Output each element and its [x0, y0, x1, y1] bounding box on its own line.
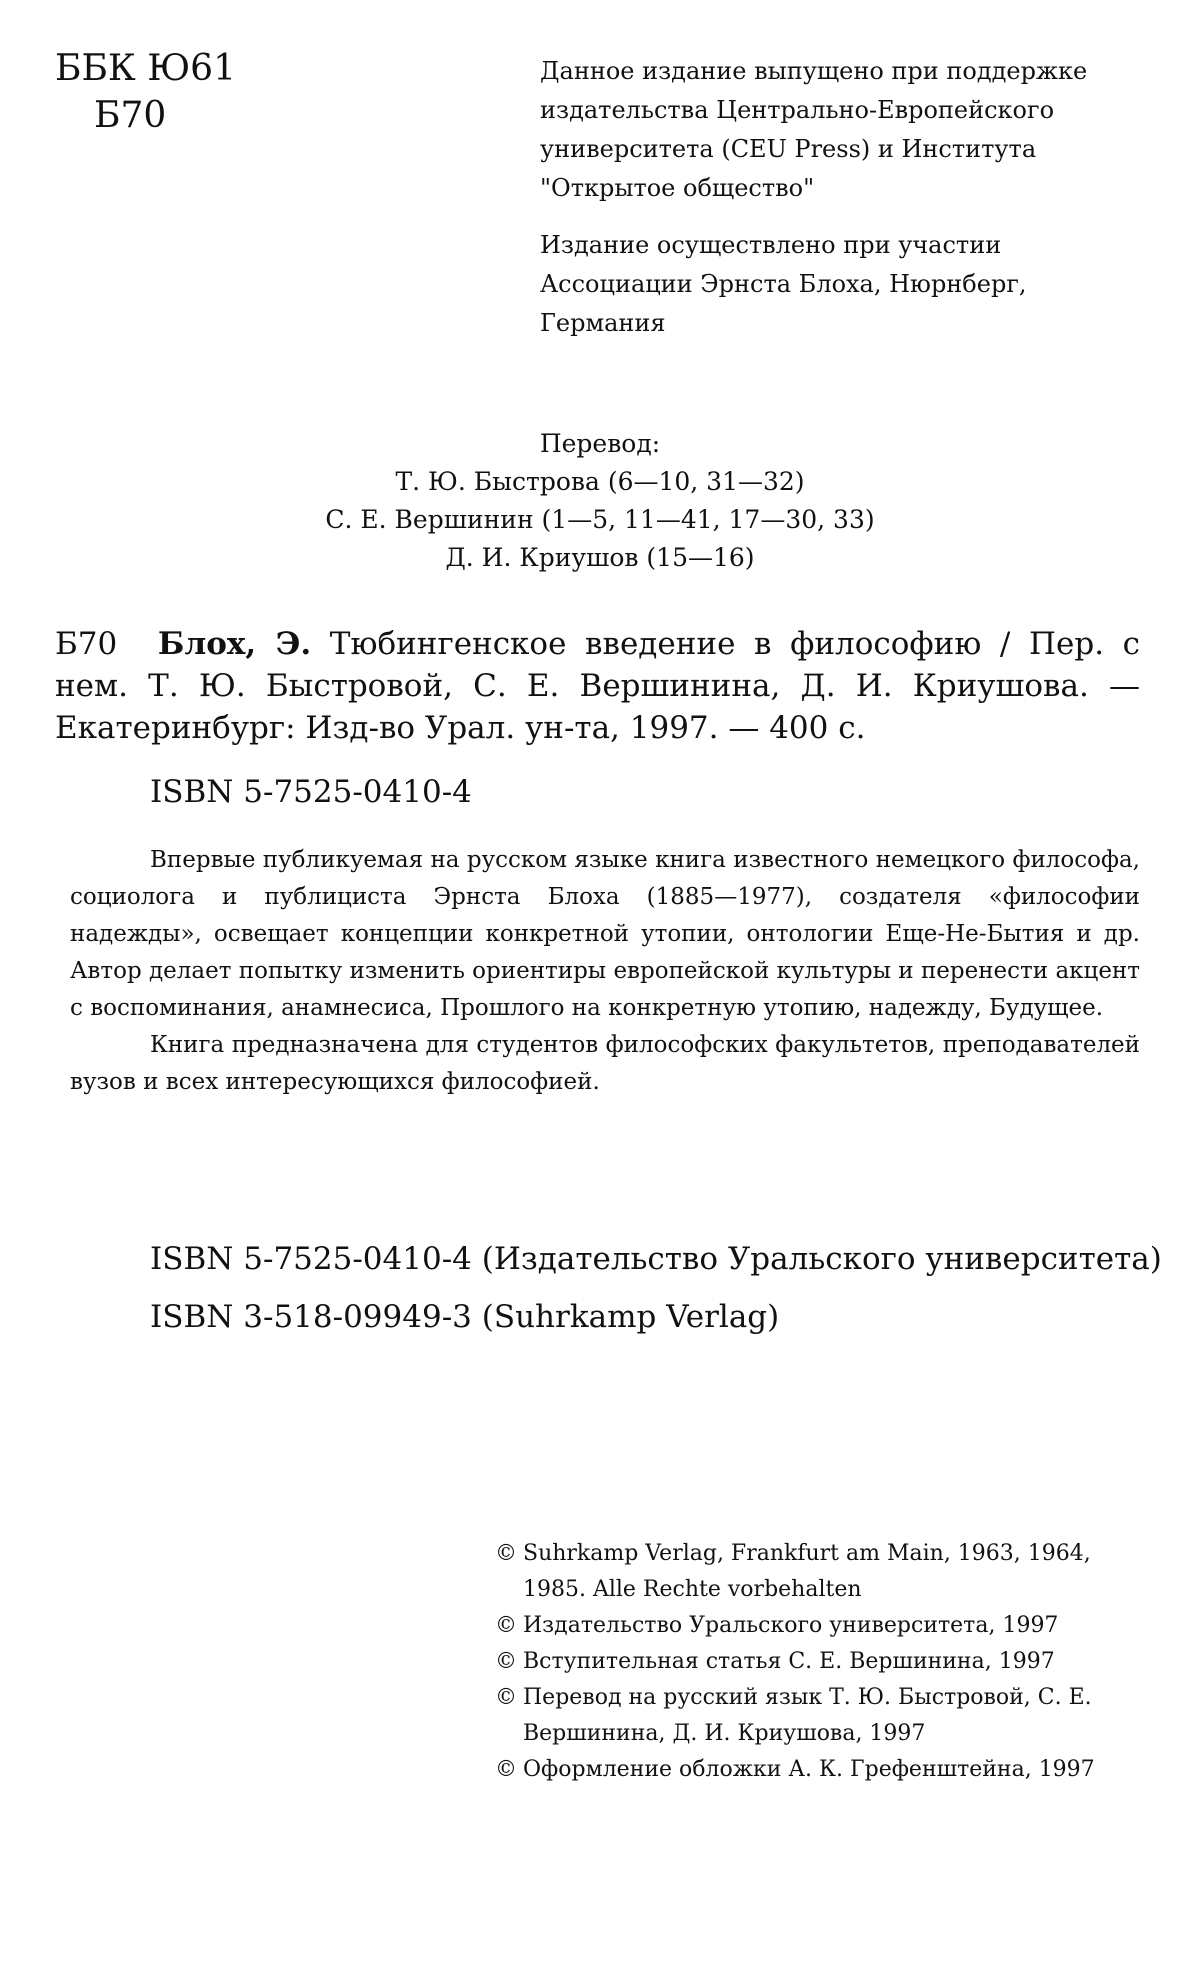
translator-line: С. Е. Вершинин (1—5, 11—41, 17—30, 33) [325, 505, 875, 534]
isbn-main: ISBN 5-7525-0410-4 [150, 774, 472, 810]
bbk-code: ББК Ю61 [55, 48, 236, 89]
copyright-symbol: © [495, 1541, 517, 1566]
translation-heading: Перевод: [539, 429, 661, 458]
annotation [70, 842, 1140, 1101]
annotation-paragraph: Впервые публикуемая на русском языке книга известного немецкого философа, социолога и публициста Эрнста Блоха (1885—1977), создателя «философии надежды», освещает концепции конкретной утопии, онтологии Еще-Не-Бытия и др. Автор делает попытку изменить ориентиры европейской культуры и перенести акцент с воспоминания, анамнесиса, Прошлого на конкретную утопию, надежду, Будущее. [70, 847, 1140, 1021]
isbn-list [150, 1230, 1162, 1346]
catalog-code: Б70 [55, 626, 118, 662]
catalog-author: Блох, Э. [157, 626, 312, 662]
bbk-block [55, 45, 236, 139]
annotation-paragraph: Книга предназначена для студентов философских факультетов, преподавателей вузов и всех интересующихся философией. [70, 1032, 1140, 1095]
copyright-text: Издательство Уральского университета, 1997 [523, 1613, 1059, 1638]
support-note: Издание осуществлено при участии Ассоциации Эрнста Блоха, Нюрнберг, Германия [540, 231, 1027, 337]
copyright-block [495, 1536, 1145, 1788]
copyright-entry [495, 1536, 1145, 1608]
copyright-text: Suhrkamp Verlag, Frankfurt am Main, 1963, 1964, 1985. Alle Rechte vorbehalten [523, 1541, 1091, 1602]
translator-line: Д. И. Криушов (15—16) [445, 543, 755, 572]
copyright-entry [495, 1644, 1145, 1680]
isbn-entry: ISBN 3-518-09949-3 (Suhrkamp Verlag) [150, 1299, 780, 1335]
copyright-symbol: © [495, 1685, 517, 1710]
isbn-entry: ISBN 5-7525-0410-4 (Издательство Уральского университета) [150, 1241, 1162, 1277]
support-note: Данное издание выпущено при поддержке издательства Центрально-Европейского университета (CEU Press) и Института "Открытое общество" [540, 57, 1088, 202]
copyright-text: Перевод на русский язык Т. Ю. Быстровой, С. Е. Вершинина, Д. И. Криушова, 1997 [523, 1685, 1092, 1746]
support-notes [540, 52, 1130, 343]
copyright-entry [495, 1680, 1145, 1752]
copyright-symbol: © [495, 1757, 517, 1782]
copyright-text: Вступительная статья С. Е. Вершинина, 1997 [523, 1649, 1055, 1674]
translator-line: Т. Ю. Быстрова (6—10, 31—32) [395, 467, 805, 496]
copyright-entry [495, 1752, 1145, 1788]
copyright-entry [495, 1608, 1145, 1644]
translation-credits [0, 425, 1200, 577]
catalog-description: Тюбингенское введение в философию / Пер. с нем. Т. Ю. Быстровой, С. Е. Вершинина, Д. И. Криушова. — Екатеринбург: Изд-во Урал. ун-та, 1997. — 400 с. [55, 626, 1141, 746]
catalog-record [55, 623, 1140, 749]
bbk-author-mark: Б70 [94, 95, 167, 136]
copyright-symbol: © [495, 1649, 517, 1674]
copyright-text: Оформление обложки А. К. Грефенштейна, 1997 [523, 1757, 1095, 1782]
copyright-symbol: © [495, 1613, 517, 1638]
